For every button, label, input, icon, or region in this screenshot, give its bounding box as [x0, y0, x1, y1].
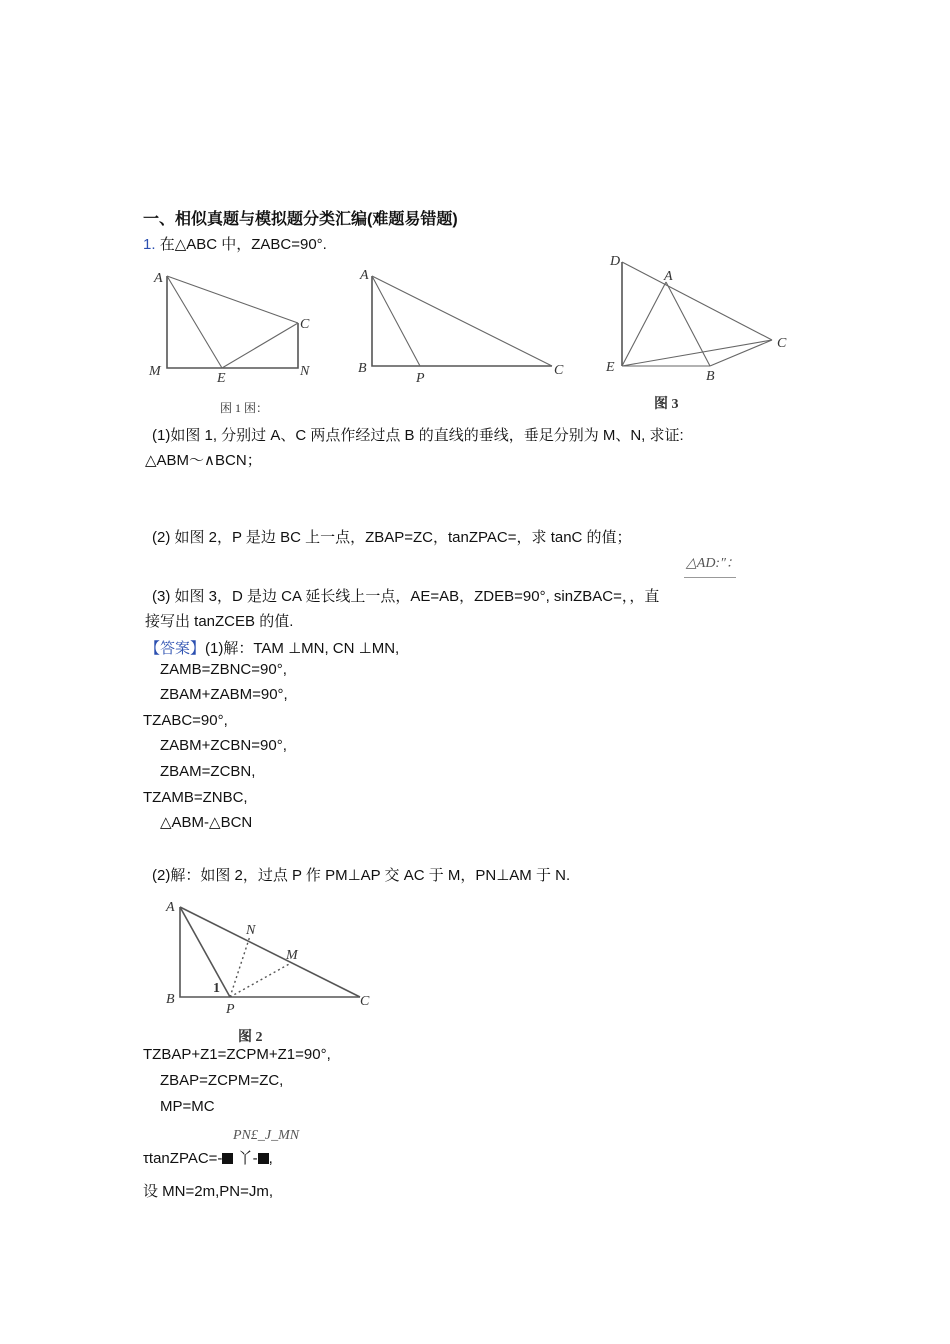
label-B: B	[706, 369, 715, 384]
answer-line: ZAMB=ZBNC=90°,	[160, 661, 287, 678]
answer-line: ZBAM+ZABM=90°,	[160, 686, 288, 703]
label-N: N	[246, 923, 256, 938]
figure-3-caption: 图 3	[654, 397, 679, 412]
square-glyph	[222, 1153, 233, 1164]
solution-last-line: 设 MN=2m,PN=Jm,	[143, 1183, 274, 1200]
label-1: 1	[213, 981, 220, 996]
label-C: C	[554, 363, 564, 378]
part-2-line: (2) 如图 2，P 是边 BC 上一点，ZBAP=ZC，tanZPAC=，求 tanC 的值；	[152, 529, 632, 546]
part-1-line-2: △ABM〜∧BCN；	[145, 452, 262, 469]
part-3-line-2: 接写出 tanZCEB 的值.	[145, 613, 294, 630]
answer-first-line	[145, 640, 399, 658]
label-A: A	[166, 900, 175, 915]
fraction-top: PN£_J_MN	[233, 1128, 300, 1143]
fraction-rule	[684, 577, 736, 578]
label-D: D	[610, 254, 621, 269]
fraction-fragment: △AD:″：	[686, 556, 740, 571]
part-1-line-1: (1)如图 1, 分别过 A、C 两点作经过点 B 的直线的垂线，垂足分别为 M、N, 求证:	[152, 427, 684, 444]
question-stem-text: 在△ABC 中，ZABC=90°.	[159, 236, 327, 253]
tan-line	[143, 1150, 273, 1168]
tan-suffix: ,	[268, 1150, 273, 1167]
figure-1	[140, 262, 330, 422]
figure-1-caption: 困 1 困：	[220, 401, 269, 415]
label-A: A	[154, 271, 163, 286]
label-B: B	[166, 992, 175, 1007]
answer-line: TZAMB=ZNBC,	[143, 789, 248, 806]
solution-line: TZBAP+Z1=ZCPM+Z1=90°,	[143, 1046, 331, 1063]
label-C: C	[360, 994, 370, 1009]
label-M: M	[149, 364, 161, 379]
answer-line: ZBAM=ZCBN,	[160, 763, 256, 780]
section-title: 一、相似真题与模拟题分类汇编(难题易错题)	[143, 211, 458, 228]
label-B: B	[358, 361, 367, 376]
label-P: P	[416, 371, 425, 386]
label-P: P	[226, 1002, 235, 1017]
question-1-stem	[143, 236, 327, 254]
figure-2-solution-caption: 图 2	[238, 1030, 263, 1045]
label-E: E	[606, 360, 615, 375]
label-C: C	[300, 317, 310, 332]
label-A: A	[360, 268, 369, 283]
label-M: M	[286, 948, 298, 963]
answer-first-text: (1)解：TAM ⊥MN, CN ⊥MN,	[205, 640, 400, 657]
square-glyph	[258, 1153, 269, 1164]
label-C: C	[777, 336, 787, 351]
label-E: E	[217, 371, 226, 386]
answer-tag: 【答案】	[145, 640, 206, 657]
answer-line: △ABM-△BCN	[160, 814, 253, 831]
answer-line: ZABM+ZCBN=90°,	[160, 737, 287, 754]
part-3-line-1: (3) 如图 3，D 是边 CA 延长线上一点，AE=AB，ZDEB=90°, sinZBAC=，，直	[152, 588, 660, 605]
solution-line: MP=MC	[160, 1098, 215, 1115]
figure-3	[600, 250, 800, 420]
figure-2	[352, 262, 572, 392]
tan-prefix: τtanZPAC=-	[143, 1150, 223, 1167]
part-2-solution-intro: (2)解：如图 2，过点 P 作 PM⊥AP 交 AC 于 M，PN⊥AM 于 N.	[152, 867, 571, 884]
question-number: 1.	[143, 236, 156, 253]
figure-2-solution	[160, 893, 390, 1053]
solution-line: ZBAP=ZCPM=ZC,	[160, 1072, 284, 1089]
tan-middle: 丫-	[237, 1150, 258, 1167]
answer-line: TZABC=90°,	[143, 712, 228, 729]
label-A: A	[664, 269, 673, 284]
label-N: N	[300, 364, 310, 379]
